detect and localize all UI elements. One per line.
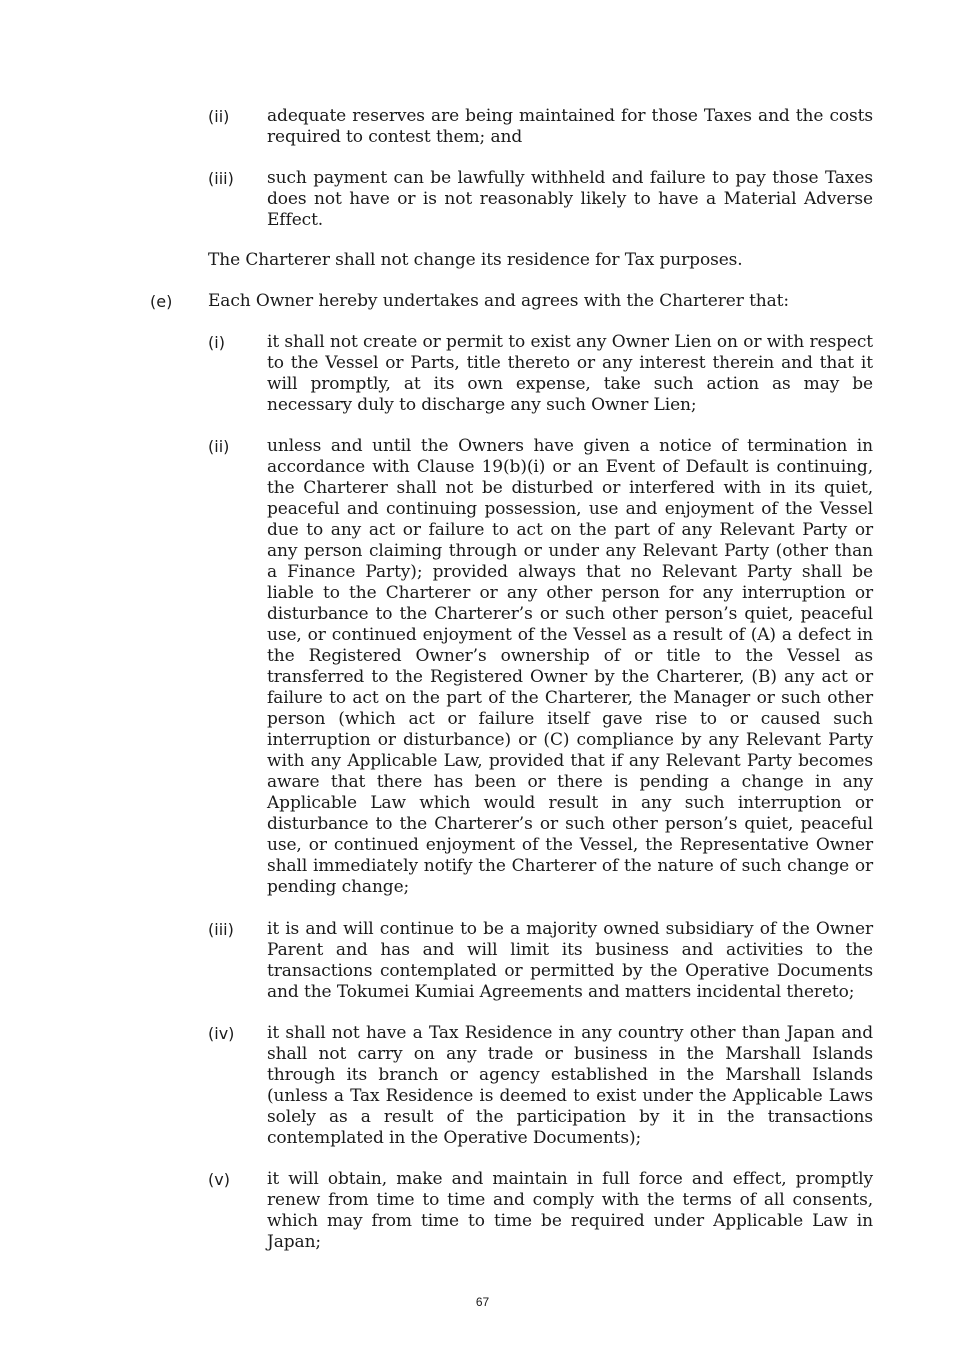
- page-number: 67: [475, 1295, 490, 1309]
- clause-text-d-iii: such payment can be lawfully withheld and failure to pay those Taxes does not have or is not reasonably likely to have a Material Adverse Effect.: [267, 168, 873, 230]
- clause-text-e-v: it will obtain, make and maintain in full force and effect, promptly renew from time to time and comply with the terms of all consents, which may from time to time be required under Applicable Law in Japan;: [267, 1169, 873, 1252]
- clause-label-e-i: (i): [208, 333, 225, 352]
- clause-label-e-iii: (iii): [208, 920, 234, 939]
- clause-text-e: Each Owner hereby undertakes and agrees with the Charterer that:: [208, 291, 790, 311]
- residence-sentence: The Charterer shall not change its residence for Tax purposes.: [208, 250, 743, 270]
- clause-text-e-iv: it shall not have a Tax Residence in any country other than Japan and shall not carry on any trade or business in the Marshall Islands through its branch or agency established in the Marshall Islands (unless a Tax Residence is deemed to exist under the Applicable Laws solely as a result of the participation by it in the transactions contemplated in the Operative Documents);: [267, 1023, 873, 1148]
- clause-text-d-ii: adequate reserves are being maintained for those Taxes and the costs required to contest them; and: [267, 106, 873, 147]
- clause-label-e: (e): [150, 292, 173, 311]
- clause-label-e-iv: (iv): [208, 1024, 235, 1043]
- clause-label-d-ii: (ii): [208, 107, 230, 126]
- clause-label-e-v: (v): [208, 1170, 230, 1189]
- clause-text-e-iii: it is and will continue to be a majority owned subsidiary of the Owner Parent and has and will limit its business and activities to the transactions contemplated or permitted by the Operative Documents and the Tokumei Kumiai Agreements and matters incidental thereto;: [267, 919, 873, 1002]
- clause-text-e-i: it shall not create or permit to exist any Owner Lien on or with respect to the Vessel or Parts, title thereto or any interest therein and that it will promptly, at its own expense, take such action as may be necessary duly to discharge any such Owner Lien;: [267, 332, 873, 415]
- clause-text-e-ii: unless and until the Owners have given a notice of termination in accordance with Clause 19(b)(i) or an Event of Default is continuing, the Charterer shall not be disturbed or interfered with in its quiet, peaceful and continuing possession, use and enjoyment of the Vessel due to any act or failure to act on the part of any Relevant Party or any person claiming through or under any Relevant Party (other than a Finance Party); provided always that no Relevant Party shall be liable to the Charterer or any other person for any interruption or disturbance to the Charterer’s or such other person’s quiet, peaceful use, or continued enjoyment of the Vessel as a result of (A) a defect in the Registered Owner’s ownership of or title to the Vessel as transferred to the Registered Owner by the Charterer, (B) any act or failure to act on the part of the Charterer, the Manager or such other person (which act or failure itself gave rise to or caused such interruption or disturbance) or (C) compliance by any Relevant Party with any Applicable Law, provided that if any Relevant Party becomes aware that there has been or there is pending a change in any Applicable Law which would result in any such interruption or disturbance to the Charterer’s or such other person’s quiet, peaceful use, or continued enjoyment of the Vessel, the Representative Owner shall immediately notify the Charterer of the nature of such change or pending change;: [267, 436, 873, 897]
- clause-label-e-ii: (ii): [208, 437, 230, 456]
- clause-label-d-iii: (iii): [208, 169, 234, 188]
